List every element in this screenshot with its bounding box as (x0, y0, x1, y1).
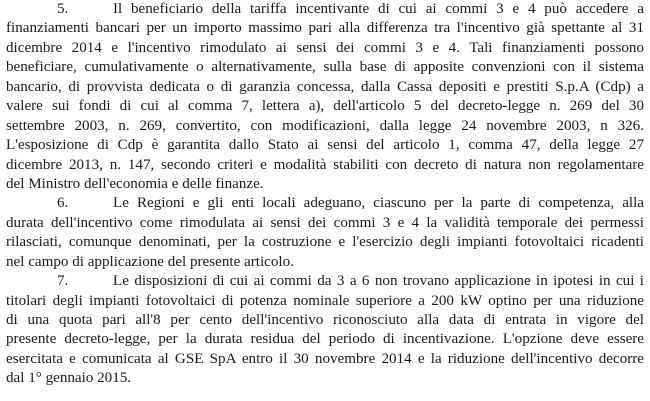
paragraph-line-text: Le Regioni e gli enti locali adeguano, ciascuno per la parte di competenza, alla (113, 195, 644, 212)
paragraph-number: 5. (57, 1, 69, 17)
paragraph-line: settembre 2003, n. 269, convertito, con modificazioni, dalla legge 24 novembre 2003, n 326. (6, 117, 644, 134)
paragraph-line: finanziamenti bancari per un importo massimo pari alla differenza tra l'incentivo già spettante al 31 (6, 20, 644, 37)
paragraph-line: dal 1° gennaio 2015. (6, 370, 132, 387)
paragraph-line: bancario, di provvista dedicata o di garanzia concessa, dalla Cassa depositi e prestiti S.p.A (Cdp) a (6, 78, 644, 95)
paragraph-line-text: Le disposizioni di cui ai commi da 3 a 6 non trovano applicazione in ipotesi in cui i (113, 273, 644, 290)
paragraph-line: del Ministro dell'economia e delle finanze. (6, 175, 264, 192)
paragraph-line: di una quota pari all'8 per cento dell'incentivo riconosciuto alla data di entrata in vigore del (6, 312, 644, 328)
paragraph-line: titolari degli impianti fotovoltaici di potenza nominale superiore a 200 kW optino per una riduzione (6, 292, 644, 309)
paragraph-7 (6, 272, 644, 389)
paragraph-line-text: Il beneficiario della tariffa incentivante di cui ai commi 3 e 4 può accedere a (113, 1, 644, 17)
paragraph-line: dicembre 2013, n. 147, secondo criteri e modalità stabiliti con decreto di natura non regolamentare (6, 156, 644, 173)
paragraph-line: beneficiare, cumulativamente o alternativamente, sulla base di apposite convenzioni con il sistema (6, 59, 644, 76)
document-page (6, 0, 644, 389)
paragraph-5 (6, 0, 644, 194)
paragraph-line (6, 272, 644, 291)
paragraph-line (6, 0, 644, 19)
paragraph-line: L'esposizione di Cdp è garantita dallo Stato ai sensi del articolo 1, comma 47, della legge 27 (6, 137, 644, 154)
paragraph-line: nel campo di applicazione del presente articolo. (6, 253, 294, 270)
paragraph-6 (6, 194, 644, 272)
paragraph-line: esercitata e comunicata al GSE SpA entro il 30 novembre 2014 e la riduzione dell'incentivo decorre (6, 350, 644, 367)
paragraph-line: valere sui fondi di cui al comma 7, lettera a), dell'articolo 5 del decreto-legge n. 269 del 30 (6, 98, 644, 115)
paragraph-line (6, 194, 644, 213)
paragraph-line: presente decreto-legge, per la durata residua del periodo di incentivazione. L'opzione deve essere (6, 331, 644, 348)
paragraph-line: rilasciati, comunque denominati, per la costruzione e l'esercizio degli impianti fotovoltaici ricadenti (6, 234, 644, 251)
paragraph-line: durata dell'incentivo come rimodulata ai sensi dei commi 3 e 4 la validità temporale dei permessi (6, 214, 644, 231)
paragraph-number: 7. (57, 273, 69, 290)
paragraph-number: 6. (57, 195, 69, 212)
paragraph-line: dicembre 2014 e l'incentivo rimodulato ai sensi dei commi 3 e 4. Tali finanziamenti possono (6, 39, 644, 56)
